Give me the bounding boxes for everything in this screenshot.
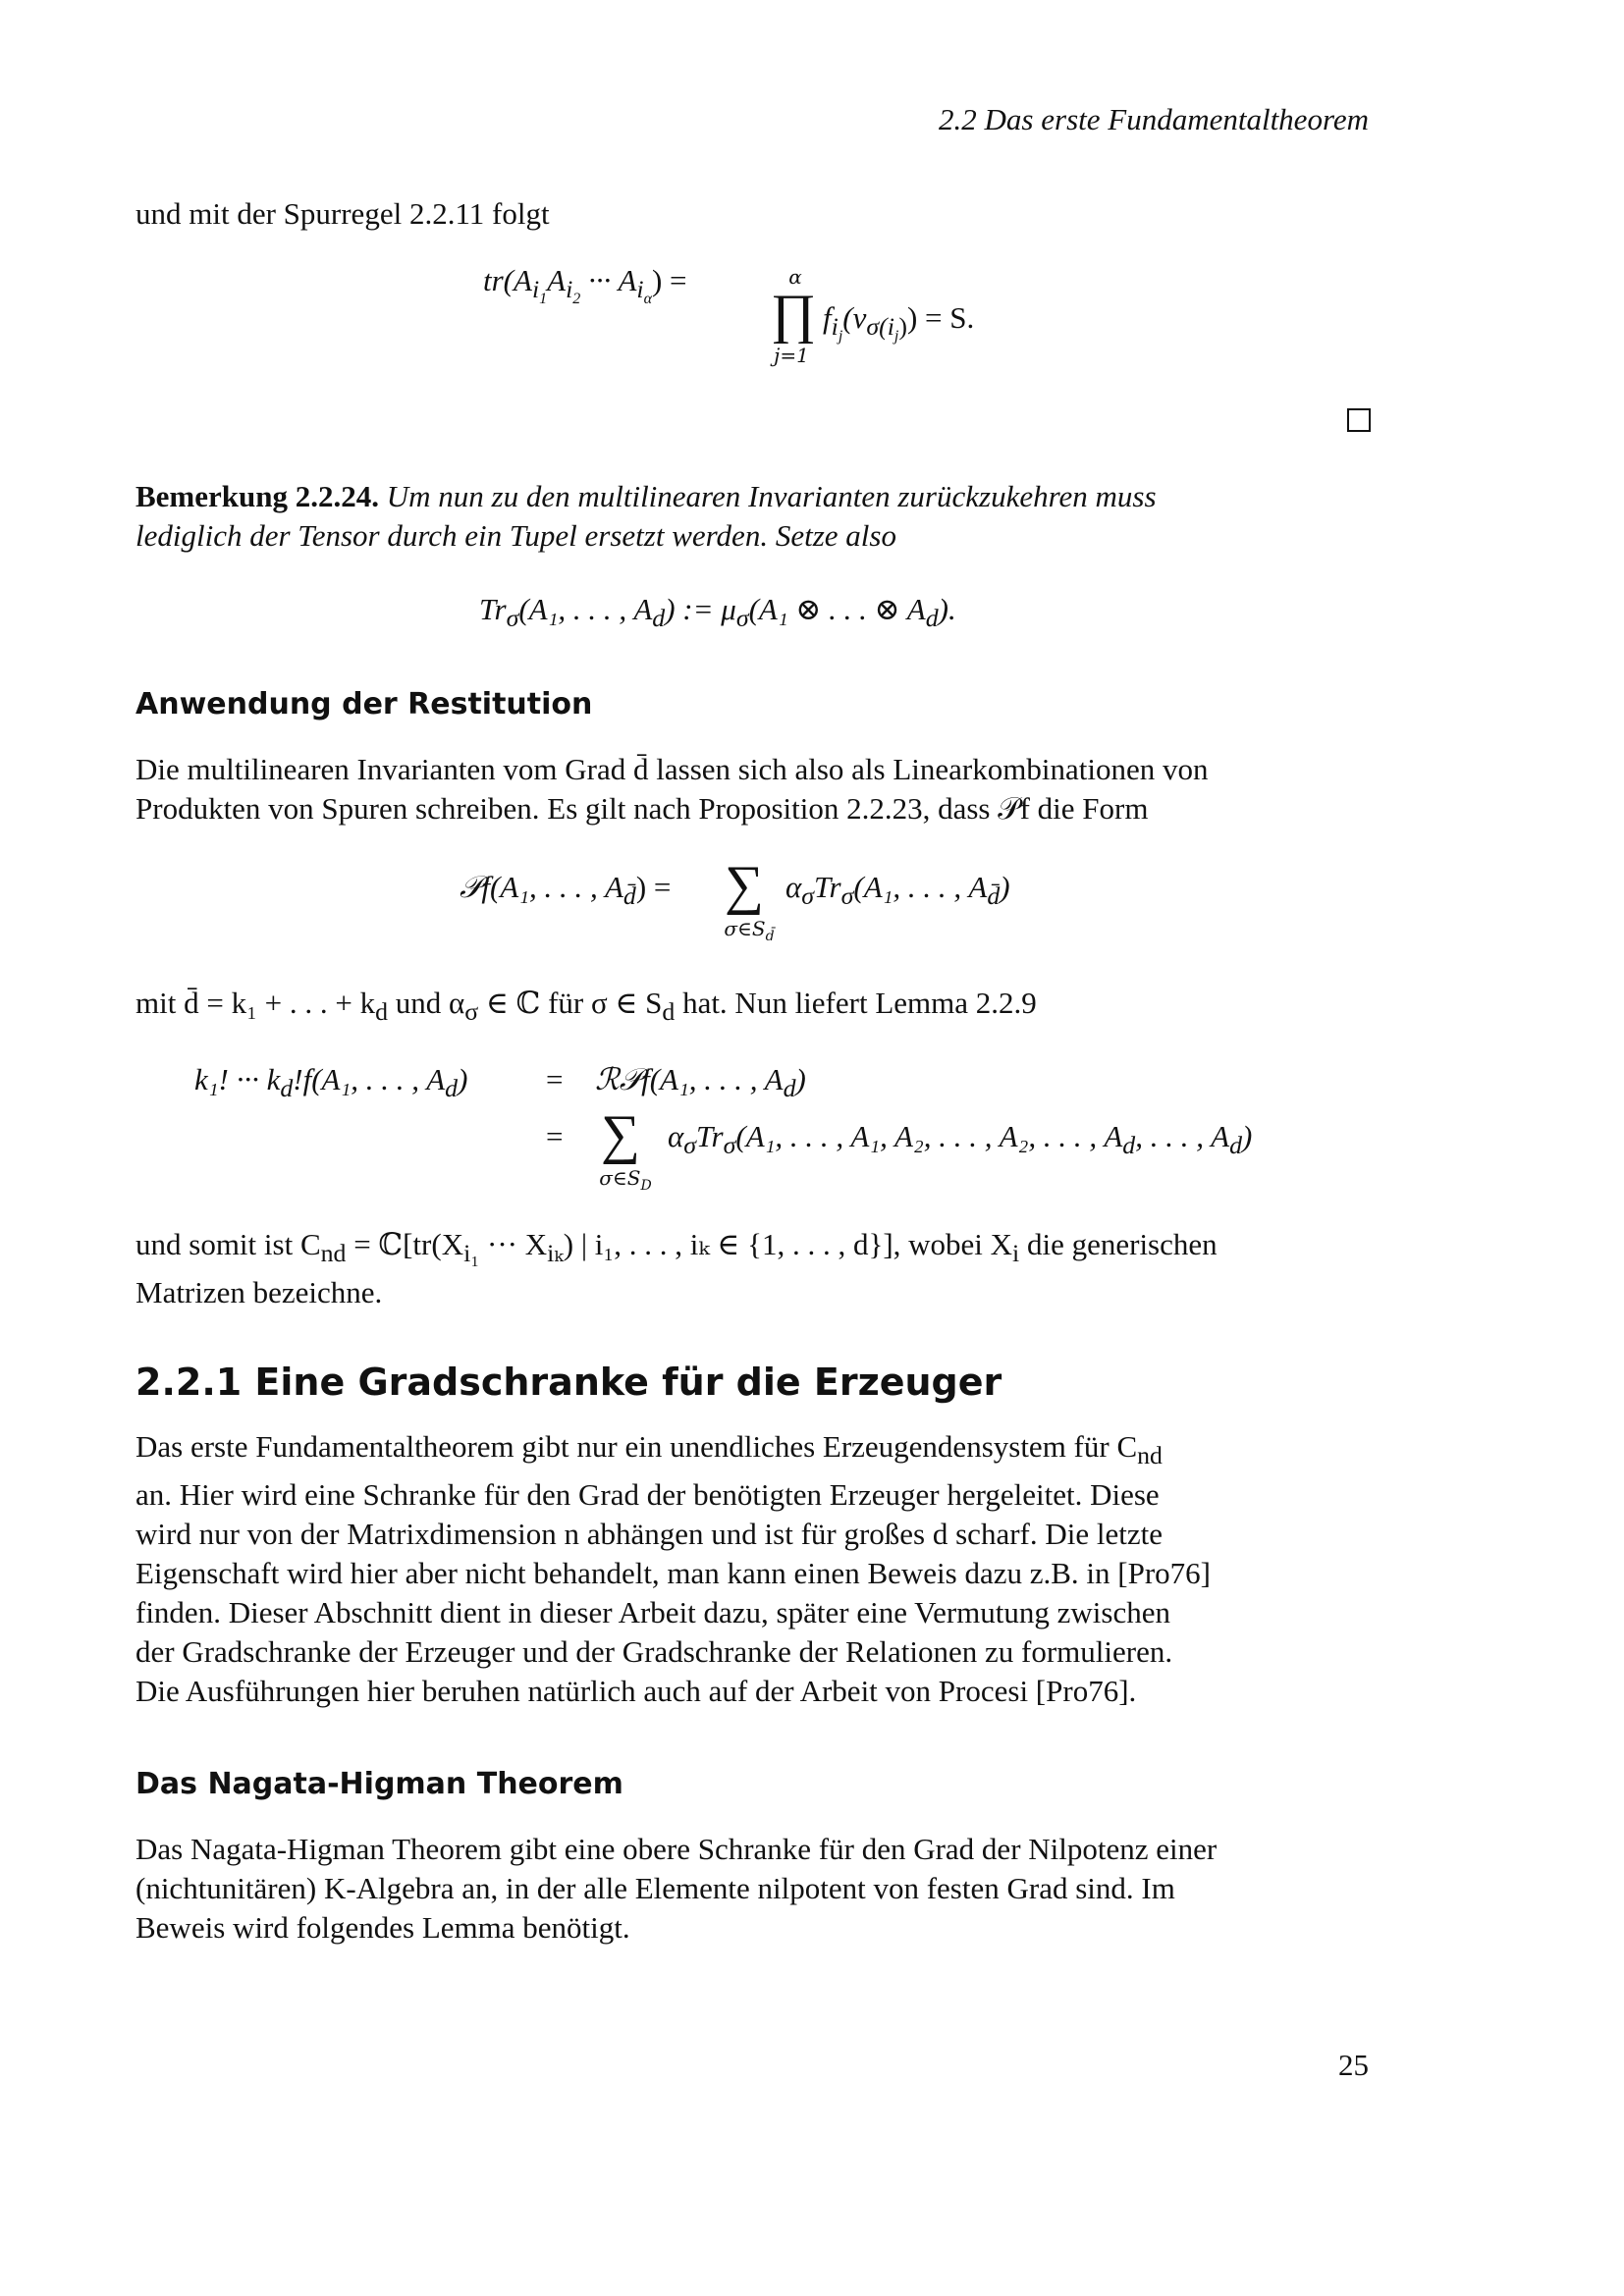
paragraph-nagata-higman: Das Nagata-Higman Theorem gibt eine obere Schranke für den Grad der Nilpotenz einer (nichtunitären) K-Algebra an, in der alle Elemente nilpotent von festen Grad sind. Im Beweis wird folgendes Lemma benötigt.: [135, 1832, 1218, 1945]
eq1-prod-upper: α: [788, 265, 802, 289]
eq1-lhs: $tr(A_{i_1}A_{i_2}$ ··· $A_{i_\alpha}$) =: [483, 263, 687, 308]
eq3-sum-symbol: ∑: [725, 855, 764, 916]
paragraph-dbar: mit d̄ = k₁ + . . . + $k_d$ und $\alpha_\sigma$ ∈ ℂ für σ ∈ $S_d$ hat. Nun liefert Lemma 2.2.9: [135, 986, 1037, 1027]
eq4-sum-symbol: ∑: [601, 1104, 640, 1165]
section-heading-restitution: Anwendung der Restitution: [135, 687, 593, 721]
remark-2-2-24: [135, 477, 1369, 556]
eq4-row1-rel: =: [546, 1062, 564, 1096]
eq4-row2-rel: =: [546, 1119, 564, 1153]
equation-trace-product: [483, 263, 687, 308]
eq4-row1-rhs: ℛ𝒫f(A₁, . . . , $A_d$): [595, 1062, 806, 1103]
section-heading-nagata-higman: Das Nagata-Higman Theorem: [135, 1767, 623, 1801]
eq1-rhs: $f_{i_j}(v_{\sigma(i_j)}) = S$.: [823, 300, 975, 346]
eq4-row2-rhs: $\alpha_\sigma Tr_\sigma(A_1$, . . . , A₁, A₂, . . . , A₂, . . . , $A_d$, . . . , $A_d$): [668, 1119, 1253, 1160]
remark-text-line2: lediglich der Tensor durch ein Tupel ersetzt werden. Setze also: [135, 518, 896, 553]
eq4-sum-lower: $\sigma\in S_D$: [599, 1166, 652, 1194]
eq1-prod-lower: j=1: [774, 344, 809, 367]
equation-pf-form-rhs: $\alpha_\sigma Tr_\sigma(A_1$, . . . , $A_{d̄}$): [785, 870, 1010, 911]
running-header: 2.2 Das erste Fundamentaltheorem: [939, 102, 1369, 136]
section-heading-2-2-1: 2.2.1 Eine Gradschranke für die Erzeuger: [135, 1361, 1002, 1404]
paragraph-gradschranke: Das erste Fundamentaltheorem gibt nur ein unendliches Erzeugendensystem für $C_{nd}$ an. Hier wird eine Schranke für den Grad der benötigten Erzeuger hergeleitet. Diese wird nur von der Matrixdimension n abhängen und ist für großes d scharf. Die letzte Eigenschaft wird hier aber nicht behandelt, man kann einen Beweis dazu z.B. in [Pro76] finden. Dieser Abschnitt dient in dieser Arbeit dazu, später eine Vermutung zwischen der Gradschranke der Erzeuger und der Gradschranke der Relationen zu formulieren. Die Ausführungen hier beruhen natürlich auch auf der Arbeit von Procesi [Pro76].: [135, 1429, 1211, 1709]
qed-square: [1347, 408, 1371, 432]
eq4-row1-lhs: k₁! ··· $k_d!f(A_1$, . . . , $A_d$): [194, 1062, 468, 1103]
paragraph-cnd: und somit ist $C_{nd}$ = $ℂ[tr(X_{i_1}$ ··· $X_{i_k}$) | i₁, . . . , iₖ ∈ {1, . . . , d}], wobei $X_i$ die generischen Matrizen bezeichne.: [135, 1227, 1218, 1310]
remark-text-line1: Um nun zu den multilinearen Invarianten zurückzukehren muss: [386, 479, 1157, 513]
equation-trace-definition: $Tr_\sigma(A_1$, . . . , $A_d$) := $\mu_\sigma(A_1$ ⊗ . . . ⊗ $A_d$).: [479, 592, 956, 633]
eq1-prod-symbol: ∏: [771, 284, 817, 345]
equation-pf-form-lhs: 𝒫f(A₁, . . . , $A_{d̄}$) =: [460, 870, 672, 911]
remark-label: Bemerkung 2.2.24.: [135, 479, 379, 513]
eq3-sum-lower: $\sigma\in S_{d̄}$: [724, 917, 775, 944]
paragraph-intro: und mit der Spurregel 2.2.11 folgt: [135, 196, 550, 231]
page-number: 25: [1338, 2048, 1369, 2082]
paragraph-multilinear: Die multilinearen Invarianten vom Grad d̄ lassen sich also als Linearkombinationen von Produkten von Spuren schreiben. Es gilt nach Proposition 2.2.23, dass 𝒫f die Form: [135, 752, 1209, 826]
